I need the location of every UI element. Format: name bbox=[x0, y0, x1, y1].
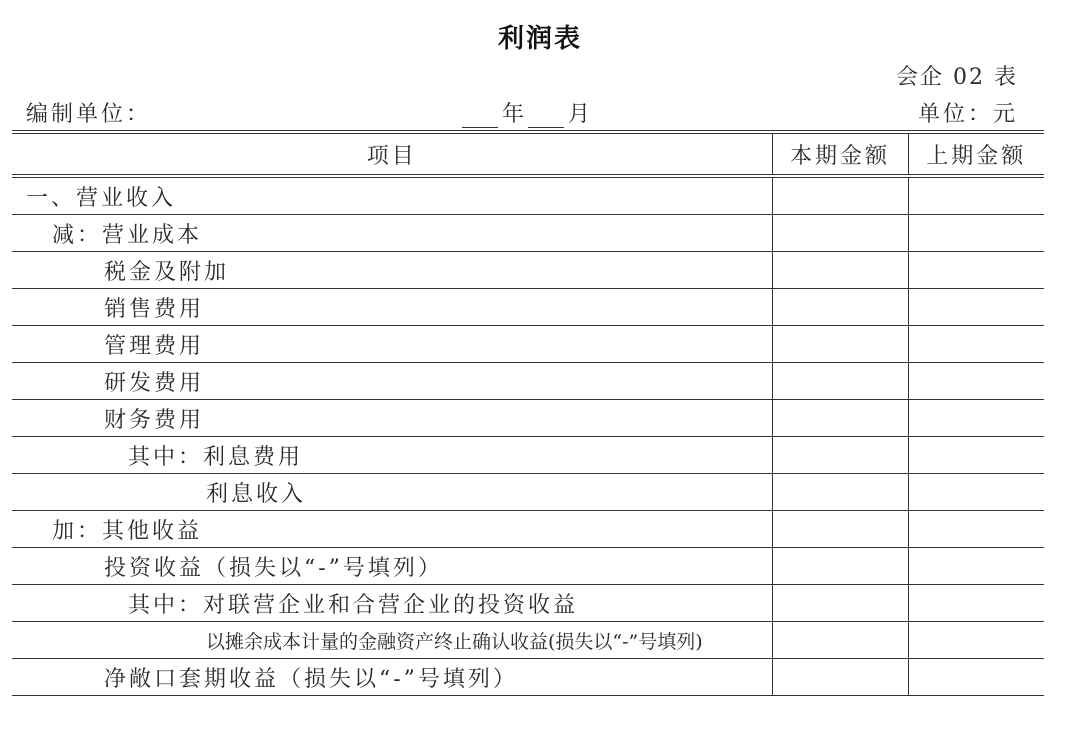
month-label: 月 bbox=[568, 102, 591, 127]
previous-amount-cell[interactable] bbox=[908, 437, 1044, 474]
row-label-derecognition-gain: 以摊余成本计量的金融资产终止确认收益(损失以“-”号填列) bbox=[12, 622, 772, 659]
header-item: 项目 bbox=[12, 132, 772, 176]
table-row bbox=[12, 326, 1044, 363]
current-amount-cell[interactable] bbox=[772, 289, 908, 326]
table-row bbox=[12, 176, 1044, 215]
current-amount-cell[interactable] bbox=[772, 363, 908, 400]
current-amount-cell[interactable] bbox=[772, 511, 908, 548]
table-header-row bbox=[12, 132, 1044, 176]
previous-amount-cell[interactable] bbox=[908, 252, 1044, 289]
row-label-taxes-surcharges: 税金及附加 bbox=[12, 252, 772, 289]
header-current-amount: 本期金额 bbox=[772, 132, 908, 176]
header-previous-amount: 上期金额 bbox=[908, 132, 1044, 176]
previous-amount-cell[interactable] bbox=[908, 548, 1044, 585]
currency-unit: 单位：元 bbox=[917, 102, 1018, 127]
row-label-financial-expenses: 财务费用 bbox=[12, 400, 772, 437]
income-statement-table bbox=[12, 130, 1044, 696]
table-row bbox=[12, 437, 1044, 474]
prepared-by-label: 编制单位： bbox=[26, 102, 152, 127]
previous-amount-cell[interactable] bbox=[908, 659, 1044, 696]
row-label-selling-expenses: 销售费用 bbox=[12, 289, 772, 326]
table-row bbox=[12, 400, 1044, 437]
form-code: 会企 02 表 bbox=[896, 65, 1018, 90]
current-amount-cell[interactable] bbox=[772, 326, 908, 363]
current-amount-cell[interactable] bbox=[772, 437, 908, 474]
previous-amount-cell[interactable] bbox=[908, 511, 1044, 548]
row-label-operating-cost: 减：营业成本 bbox=[12, 215, 772, 252]
previous-amount-cell[interactable] bbox=[908, 326, 1044, 363]
year-label: 年 bbox=[502, 102, 525, 127]
previous-amount-cell[interactable] bbox=[908, 176, 1044, 215]
table-row bbox=[12, 622, 1044, 659]
month-blank[interactable] bbox=[528, 105, 564, 128]
row-label-admin-expenses: 管理费用 bbox=[12, 326, 772, 363]
current-amount-cell[interactable] bbox=[772, 252, 908, 289]
current-amount-cell[interactable] bbox=[772, 548, 908, 585]
table-row bbox=[12, 659, 1044, 696]
previous-amount-cell[interactable] bbox=[908, 215, 1044, 252]
row-label-interest-income: 利息收入 bbox=[12, 474, 772, 511]
current-amount-cell[interactable] bbox=[772, 622, 908, 659]
meta-row bbox=[0, 97, 1080, 127]
row-label-net-hedging-gain: 净敞口套期收益（损失以“-”号填列） bbox=[12, 659, 772, 696]
previous-amount-cell[interactable] bbox=[908, 622, 1044, 659]
year-blank[interactable] bbox=[462, 105, 498, 128]
table-row bbox=[12, 548, 1044, 585]
row-label-operating-revenue: 一、营业收入 bbox=[12, 176, 772, 215]
current-amount-cell[interactable] bbox=[772, 215, 908, 252]
date-fill bbox=[460, 97, 592, 128]
table-row bbox=[12, 289, 1044, 326]
page-title: 利润表 bbox=[497, 24, 582, 54]
row-label-associates-jv-income: 其中：对联营企业和合营企业的投资收益 bbox=[12, 585, 772, 622]
table-row bbox=[12, 474, 1044, 511]
row-label-other-income: 加：其他收益 bbox=[12, 511, 772, 548]
table-row bbox=[12, 585, 1044, 622]
previous-amount-cell[interactable] bbox=[908, 585, 1044, 622]
previous-amount-cell[interactable] bbox=[908, 289, 1044, 326]
row-label-rnd-expenses: 研发费用 bbox=[12, 363, 772, 400]
table-row bbox=[12, 511, 1044, 548]
table-row bbox=[12, 363, 1044, 400]
current-amount-cell[interactable] bbox=[772, 585, 908, 622]
current-amount-cell[interactable] bbox=[772, 400, 908, 437]
previous-amount-cell[interactable] bbox=[908, 363, 1044, 400]
current-amount-cell[interactable] bbox=[772, 474, 908, 511]
current-amount-cell[interactable] bbox=[772, 176, 908, 215]
previous-amount-cell[interactable] bbox=[908, 400, 1044, 437]
previous-amount-cell[interactable] bbox=[908, 474, 1044, 511]
row-label-interest-expense: 其中：利息费用 bbox=[12, 437, 772, 474]
current-amount-cell[interactable] bbox=[772, 659, 908, 696]
table-row bbox=[12, 252, 1044, 289]
table-row bbox=[12, 215, 1044, 252]
row-label-investment-income: 投资收益（损失以“-”号填列） bbox=[12, 548, 772, 585]
